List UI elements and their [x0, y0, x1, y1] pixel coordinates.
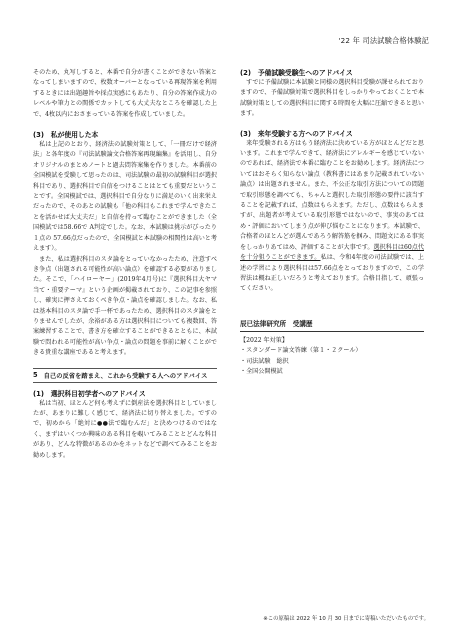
paragraph-text: 私は、令和4年度の司法試験では、上述の学習により選択科目は57.66点をとっておりますので、この学習法は概ね正しいだろうと考えております。合格目指して、頑張ってください。 — [240, 254, 424, 293]
paragraph: すでに予備試験に本試験と同様の選択科目受験が課せられておりますので、予備試験対策で選択科目をしっかりやっておくことで本試験対策としての選択科目に関する時間を大幅に圧縮できると思います。 — [240, 79, 424, 118]
paragraph: そのため、丸写しすると、本番で自分が書くことができない答案となってしまいますので、枚数オーバーとなっている再現答案を利用するときには出題趣旨や採点実感にもあたり、自分の答案作成力のレベルや筆力との関係でカットしても大丈夫なところを確認した上で、4枚以内におさまっている答案を作成していました。 — [33, 69, 217, 118]
course-item: ・全国公開模試 — [240, 367, 283, 375]
section-number: 5 — [33, 371, 38, 380]
paragraph: また、私は選択科目のスタ論をとっていなかったため、注意すべき争点（出題される可能性が高い論点）を確認する必要がありました。そこで、「ハイローヤー」(2019年4月号)に『選択科目大ヤマ当て・重要テーマ』という企画が掲載されており、この記事を参照し、確実に押さえておくべき争点・論点を確認しました。なお、私は基本科目のスタ論で手一杯であったため、選択科目のスタ論をとりませんでしたが、余裕がある方は選択科目についても複数回、答案練習することで、書き方を確立することができるとともに、本試験で問われる可能性が高い争点・論点の問題を事前に解くことができる貴重な講座であると考えます。 — [33, 255, 217, 357]
paragraph: 私は当初、ほとんど何も考えずに倒産法を選択科目としていましたが、あまりに難しく感じて、経済法に切り替えました。ですので、初めから「絶対に●●法で臨むんだ」と決めつけるのではなく、まずはいくつか興味のある科目を覗いてみることとどんな科目があり、どんな特徴があるのかをネットなどで調べてみることをお勧めします。 — [33, 399, 217, 459]
subheading-next-year-advice: (3) 来年受験する方へのアドバイス — [240, 129, 353, 138]
section-header — [33, 368, 217, 383]
course-history-title: 辰已法律研究所 受講歴 — [240, 320, 424, 332]
paragraph — [240, 139, 424, 295]
course-item: ・司法試験 総択 — [240, 357, 289, 365]
running-head: '22 年 司法試験合格体験記 — [338, 36, 429, 45]
section-title: 自己の反省を踏まえ、これから受験する人へのアドバイス — [43, 372, 208, 380]
emphasis-text: 選択科目は60点代を十分狙うことができます。 — [240, 243, 424, 262]
subheading-beginner-advice: (1) 選択科目初学者へのアドバイス — [33, 389, 146, 398]
paragraph-text: 来年受験される方はもう経済法に決めている方がほとんどだと思います。これまで学んできて、経済法にアレルギーを感じていないのであれば、経済法で本番に臨むことをお勧めします。経済法についてはおそらく知らない論点（教科書にはあまり記載されていない論点）は出題されません。また、不公正な取引方法についての問題で取引形態を調べても、ちゃんと選択した取引形態の要件に該当することを記載すれば、点数はもらえます。ただし、点数はもらえますが、出題者が考えている取引形態ではないので、事実のあてはめ・評価においてしまう点が伸び悩むことになります。本試験で、合格者のほとんどが選んであろう解答筋を掴み、問題文にある事実をしっかりあてはめ、評価することが大事です。 — [240, 139, 424, 251]
paragraph: 私は上記のとおり、経済法の試験対策として、「一冊だけで経済法」と各年度の『司法試験論文合格答案再現編集』を活用し、自分オリジナルのまとめノートと過去問答案集を作りました。本番前の全国模試を受験して思ったのは、司法試験の最初の試験科目が選択科目であり、選択科目で自信をつけることはとても重要だということです。全国模試では、選択科目で自分なりに満足のいく出来栄えだったので、そのあとの試験も「他の科目もこれまで学んできたことを活かせば大丈夫だ」と自信を持って臨むことができました（全国模試では58.66で A判定でした。なお、本試験は挑示がびったり１点の 57.66点だったので、全国模試と本試験の相関性は高いと考えます）。 — [33, 141, 217, 253]
footnote: ※この原稿は 2022 年 10 月 30 日までに寄稿いただいたものです。 — [263, 616, 429, 622]
left-column — [33, 68, 217, 461]
course-list — [240, 336, 424, 378]
course-item: ・スタンダード論文答練（第１・２クール） — [240, 347, 362, 355]
subheading-prelim-advice: (2) 予備試験受験生へのアドバイス — [240, 69, 353, 77]
course-list-header: 【2022 年対策】 — [240, 336, 288, 344]
right-column — [240, 68, 424, 377]
subheading-books: (3) 私が使用した本 — [33, 131, 99, 140]
